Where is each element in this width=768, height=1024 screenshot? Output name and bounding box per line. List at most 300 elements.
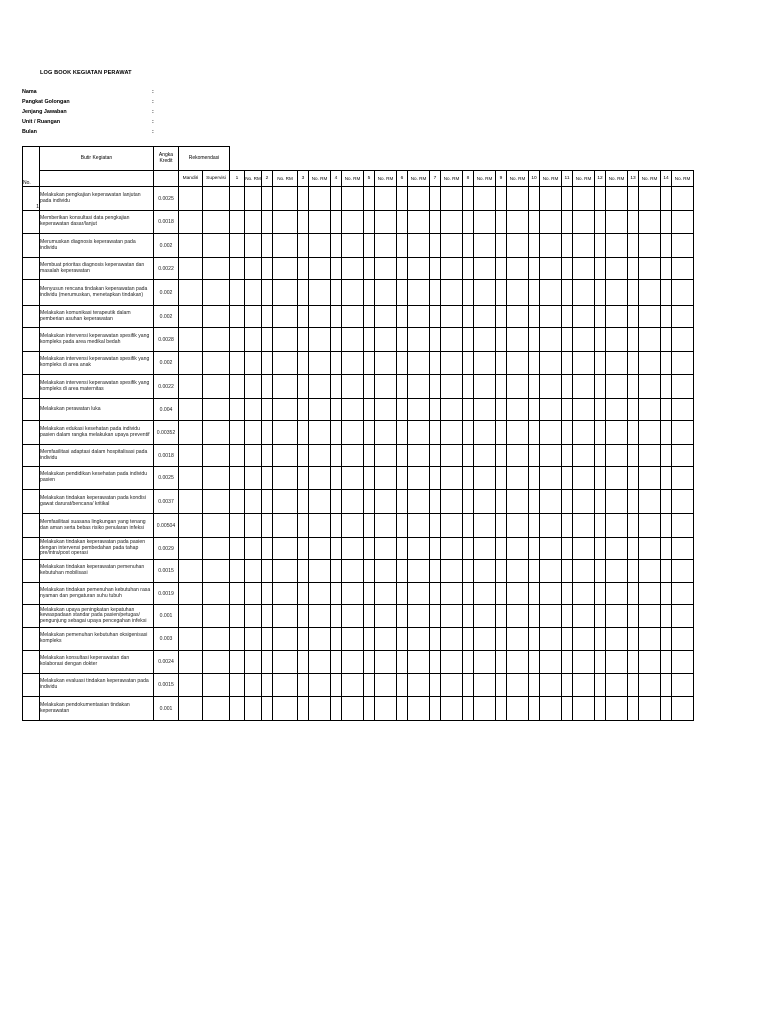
day-5-cell[interactable]	[364, 538, 375, 560]
day-12-cell[interactable]	[595, 697, 606, 721]
record-1-cell[interactable]	[245, 421, 262, 445]
day-3-cell[interactable]	[298, 560, 309, 583]
day-11-cell[interactable]	[562, 258, 573, 280]
record-9-cell[interactable]	[507, 421, 529, 445]
mandiri-cell[interactable]	[179, 445, 203, 467]
day-6-cell[interactable]	[397, 605, 408, 628]
mandiri-cell[interactable]	[179, 258, 203, 280]
day-4-cell[interactable]	[331, 280, 342, 306]
record-11-cell[interactable]	[573, 583, 595, 605]
record-12-cell[interactable]	[606, 651, 628, 674]
record-14-cell[interactable]	[672, 234, 694, 258]
record-11-cell[interactable]	[573, 560, 595, 583]
record-11-cell[interactable]	[573, 280, 595, 306]
day-9-cell[interactable]	[496, 306, 507, 328]
day-9-cell[interactable]	[496, 514, 507, 538]
day-14-cell[interactable]	[661, 306, 672, 328]
record-2-cell[interactable]	[273, 187, 298, 211]
day-5-cell[interactable]	[364, 211, 375, 234]
day-4-cell[interactable]	[331, 538, 342, 560]
record-14-cell[interactable]	[672, 375, 694, 399]
record-6-cell[interactable]	[408, 674, 430, 697]
day-9-cell[interactable]	[496, 211, 507, 234]
day-10-cell[interactable]	[529, 280, 540, 306]
record-4-cell[interactable]	[342, 234, 364, 258]
day-12-cell[interactable]	[595, 399, 606, 421]
record-6-cell[interactable]	[408, 328, 430, 352]
day-6-cell[interactable]	[397, 328, 408, 352]
day-2-cell[interactable]	[262, 583, 273, 605]
record-14-cell[interactable]	[672, 583, 694, 605]
record-11-cell[interactable]	[573, 445, 595, 467]
day-1-cell[interactable]	[230, 467, 245, 490]
supervisi-cell[interactable]	[203, 211, 230, 234]
mandiri-cell[interactable]	[179, 467, 203, 490]
day-5-cell[interactable]	[364, 490, 375, 514]
day-3-cell[interactable]	[298, 697, 309, 721]
day-6-cell[interactable]	[397, 697, 408, 721]
record-6-cell[interactable]	[408, 697, 430, 721]
day-4-cell[interactable]	[331, 445, 342, 467]
day-2-cell[interactable]	[262, 538, 273, 560]
record-3-cell[interactable]	[309, 445, 331, 467]
supervisi-cell[interactable]	[203, 538, 230, 560]
day-7-cell[interactable]	[430, 306, 441, 328]
record-11-cell[interactable]	[573, 605, 595, 628]
day-2-cell[interactable]	[262, 697, 273, 721]
day-12-cell[interactable]	[595, 490, 606, 514]
record-12-cell[interactable]	[606, 280, 628, 306]
mandiri-cell[interactable]	[179, 560, 203, 583]
record-4-cell[interactable]	[342, 421, 364, 445]
day-5-cell[interactable]	[364, 651, 375, 674]
record-3-cell[interactable]	[309, 514, 331, 538]
day-14-cell[interactable]	[661, 421, 672, 445]
record-1-cell[interactable]	[245, 674, 262, 697]
record-12-cell[interactable]	[606, 583, 628, 605]
day-8-cell[interactable]	[463, 560, 474, 583]
record-10-cell[interactable]	[540, 490, 562, 514]
record-12-cell[interactable]	[606, 187, 628, 211]
supervisi-cell[interactable]	[203, 187, 230, 211]
supervisi-cell[interactable]	[203, 514, 230, 538]
record-6-cell[interactable]	[408, 306, 430, 328]
record-13-cell[interactable]	[639, 514, 661, 538]
record-13-cell[interactable]	[639, 490, 661, 514]
record-10-cell[interactable]	[540, 352, 562, 375]
day-14-cell[interactable]	[661, 258, 672, 280]
record-1-cell[interactable]	[245, 605, 262, 628]
record-13-cell[interactable]	[639, 538, 661, 560]
day-11-cell[interactable]	[562, 490, 573, 514]
record-2-cell[interactable]	[273, 234, 298, 258]
record-7-cell[interactable]	[441, 467, 463, 490]
day-2-cell[interactable]	[262, 445, 273, 467]
record-14-cell[interactable]	[672, 697, 694, 721]
record-5-cell[interactable]	[375, 674, 397, 697]
record-13-cell[interactable]	[639, 306, 661, 328]
day-10-cell[interactable]	[529, 490, 540, 514]
day-8-cell[interactable]	[463, 697, 474, 721]
record-6-cell[interactable]	[408, 421, 430, 445]
day-8-cell[interactable]	[463, 234, 474, 258]
day-5-cell[interactable]	[364, 352, 375, 375]
day-12-cell[interactable]	[595, 538, 606, 560]
day-5-cell[interactable]	[364, 605, 375, 628]
record-14-cell[interactable]	[672, 651, 694, 674]
supervisi-cell[interactable]	[203, 445, 230, 467]
record-11-cell[interactable]	[573, 490, 595, 514]
day-14-cell[interactable]	[661, 583, 672, 605]
day-7-cell[interactable]	[430, 187, 441, 211]
record-9-cell[interactable]	[507, 399, 529, 421]
record-6-cell[interactable]	[408, 211, 430, 234]
record-4-cell[interactable]	[342, 375, 364, 399]
record-1-cell[interactable]	[245, 328, 262, 352]
day-7-cell[interactable]	[430, 234, 441, 258]
day-10-cell[interactable]	[529, 234, 540, 258]
record-3-cell[interactable]	[309, 234, 331, 258]
day-13-cell[interactable]	[628, 187, 639, 211]
day-5-cell[interactable]	[364, 328, 375, 352]
record-5-cell[interactable]	[375, 399, 397, 421]
record-11-cell[interactable]	[573, 538, 595, 560]
day-13-cell[interactable]	[628, 399, 639, 421]
day-12-cell[interactable]	[595, 211, 606, 234]
day-12-cell[interactable]	[595, 234, 606, 258]
mandiri-cell[interactable]	[179, 234, 203, 258]
day-3-cell[interactable]	[298, 583, 309, 605]
record-5-cell[interactable]	[375, 651, 397, 674]
day-6-cell[interactable]	[397, 628, 408, 651]
day-14-cell[interactable]	[661, 375, 672, 399]
day-7-cell[interactable]	[430, 490, 441, 514]
record-12-cell[interactable]	[606, 234, 628, 258]
record-3-cell[interactable]	[309, 328, 331, 352]
day-11-cell[interactable]	[562, 234, 573, 258]
day-3-cell[interactable]	[298, 490, 309, 514]
record-7-cell[interactable]	[441, 211, 463, 234]
day-10-cell[interactable]	[529, 697, 540, 721]
record-7-cell[interactable]	[441, 306, 463, 328]
record-7-cell[interactable]	[441, 445, 463, 467]
record-6-cell[interactable]	[408, 280, 430, 306]
record-11-cell[interactable]	[573, 514, 595, 538]
mandiri-cell[interactable]	[179, 514, 203, 538]
day-1-cell[interactable]	[230, 560, 245, 583]
day-1-cell[interactable]	[230, 328, 245, 352]
record-13-cell[interactable]	[639, 375, 661, 399]
day-12-cell[interactable]	[595, 583, 606, 605]
day-3-cell[interactable]	[298, 514, 309, 538]
record-10-cell[interactable]	[540, 514, 562, 538]
day-6-cell[interactable]	[397, 375, 408, 399]
day-3-cell[interactable]	[298, 421, 309, 445]
supervisi-cell[interactable]	[203, 651, 230, 674]
supervisi-cell[interactable]	[203, 399, 230, 421]
day-1-cell[interactable]	[230, 697, 245, 721]
record-12-cell[interactable]	[606, 399, 628, 421]
record-8-cell[interactable]	[474, 375, 496, 399]
day-10-cell[interactable]	[529, 651, 540, 674]
day-9-cell[interactable]	[496, 234, 507, 258]
record-13-cell[interactable]	[639, 258, 661, 280]
record-10-cell[interactable]	[540, 328, 562, 352]
record-11-cell[interactable]	[573, 674, 595, 697]
day-4-cell[interactable]	[331, 674, 342, 697]
day-12-cell[interactable]	[595, 187, 606, 211]
day-11-cell[interactable]	[562, 375, 573, 399]
day-6-cell[interactable]	[397, 560, 408, 583]
record-6-cell[interactable]	[408, 490, 430, 514]
record-7-cell[interactable]	[441, 421, 463, 445]
day-3-cell[interactable]	[298, 187, 309, 211]
record-11-cell[interactable]	[573, 651, 595, 674]
record-1-cell[interactable]	[245, 187, 262, 211]
record-8-cell[interactable]	[474, 651, 496, 674]
day-11-cell[interactable]	[562, 328, 573, 352]
record-6-cell[interactable]	[408, 445, 430, 467]
record-14-cell[interactable]	[672, 467, 694, 490]
record-12-cell[interactable]	[606, 421, 628, 445]
day-12-cell[interactable]	[595, 375, 606, 399]
supervisi-cell[interactable]	[203, 306, 230, 328]
day-14-cell[interactable]	[661, 490, 672, 514]
record-3-cell[interactable]	[309, 605, 331, 628]
day-2-cell[interactable]	[262, 421, 273, 445]
record-5-cell[interactable]	[375, 375, 397, 399]
mandiri-cell[interactable]	[179, 375, 203, 399]
record-12-cell[interactable]	[606, 514, 628, 538]
day-10-cell[interactable]	[529, 258, 540, 280]
day-13-cell[interactable]	[628, 211, 639, 234]
day-4-cell[interactable]	[331, 399, 342, 421]
record-1-cell[interactable]	[245, 280, 262, 306]
day-5-cell[interactable]	[364, 628, 375, 651]
record-9-cell[interactable]	[507, 490, 529, 514]
mandiri-cell[interactable]	[179, 583, 203, 605]
record-4-cell[interactable]	[342, 211, 364, 234]
record-4-cell[interactable]	[342, 467, 364, 490]
record-5-cell[interactable]	[375, 187, 397, 211]
record-10-cell[interactable]	[540, 445, 562, 467]
record-14-cell[interactable]	[672, 674, 694, 697]
day-8-cell[interactable]	[463, 280, 474, 306]
record-4-cell[interactable]	[342, 605, 364, 628]
day-9-cell[interactable]	[496, 328, 507, 352]
record-2-cell[interactable]	[273, 306, 298, 328]
record-3-cell[interactable]	[309, 211, 331, 234]
supervisi-cell[interactable]	[203, 560, 230, 583]
mandiri-cell[interactable]	[179, 328, 203, 352]
record-10-cell[interactable]	[540, 605, 562, 628]
day-8-cell[interactable]	[463, 651, 474, 674]
day-7-cell[interactable]	[430, 258, 441, 280]
day-1-cell[interactable]	[230, 258, 245, 280]
day-5-cell[interactable]	[364, 421, 375, 445]
record-8-cell[interactable]	[474, 306, 496, 328]
day-3-cell[interactable]	[298, 328, 309, 352]
day-11-cell[interactable]	[562, 187, 573, 211]
record-6-cell[interactable]	[408, 605, 430, 628]
day-12-cell[interactable]	[595, 467, 606, 490]
day-7-cell[interactable]	[430, 697, 441, 721]
day-11-cell[interactable]	[562, 467, 573, 490]
day-10-cell[interactable]	[529, 306, 540, 328]
day-5-cell[interactable]	[364, 514, 375, 538]
day-6-cell[interactable]	[397, 306, 408, 328]
record-1-cell[interactable]	[245, 467, 262, 490]
day-7-cell[interactable]	[430, 628, 441, 651]
day-4-cell[interactable]	[331, 306, 342, 328]
mandiri-cell[interactable]	[179, 306, 203, 328]
record-13-cell[interactable]	[639, 421, 661, 445]
day-3-cell[interactable]	[298, 352, 309, 375]
record-5-cell[interactable]	[375, 234, 397, 258]
supervisi-cell[interactable]	[203, 583, 230, 605]
day-14-cell[interactable]	[661, 538, 672, 560]
day-1-cell[interactable]	[230, 538, 245, 560]
record-13-cell[interactable]	[639, 583, 661, 605]
record-9-cell[interactable]	[507, 514, 529, 538]
day-10-cell[interactable]	[529, 399, 540, 421]
day-11-cell[interactable]	[562, 421, 573, 445]
day-2-cell[interactable]	[262, 352, 273, 375]
record-7-cell[interactable]	[441, 352, 463, 375]
supervisi-cell[interactable]	[203, 467, 230, 490]
day-1-cell[interactable]	[230, 421, 245, 445]
record-12-cell[interactable]	[606, 306, 628, 328]
record-10-cell[interactable]	[540, 211, 562, 234]
day-14-cell[interactable]	[661, 399, 672, 421]
day-7-cell[interactable]	[430, 605, 441, 628]
record-3-cell[interactable]	[309, 399, 331, 421]
record-8-cell[interactable]	[474, 328, 496, 352]
record-9-cell[interactable]	[507, 605, 529, 628]
record-8-cell[interactable]	[474, 605, 496, 628]
day-4-cell[interactable]	[331, 651, 342, 674]
day-13-cell[interactable]	[628, 674, 639, 697]
day-11-cell[interactable]	[562, 651, 573, 674]
record-3-cell[interactable]	[309, 697, 331, 721]
day-5-cell[interactable]	[364, 258, 375, 280]
record-8-cell[interactable]	[474, 560, 496, 583]
record-14-cell[interactable]	[672, 445, 694, 467]
day-1-cell[interactable]	[230, 234, 245, 258]
day-12-cell[interactable]	[595, 560, 606, 583]
day-7-cell[interactable]	[430, 352, 441, 375]
mandiri-cell[interactable]	[179, 352, 203, 375]
day-4-cell[interactable]	[331, 234, 342, 258]
day-1-cell[interactable]	[230, 605, 245, 628]
day-8-cell[interactable]	[463, 538, 474, 560]
record-10-cell[interactable]	[540, 560, 562, 583]
day-8-cell[interactable]	[463, 211, 474, 234]
supervisi-cell[interactable]	[203, 490, 230, 514]
day-10-cell[interactable]	[529, 514, 540, 538]
day-4-cell[interactable]	[331, 697, 342, 721]
record-3-cell[interactable]	[309, 306, 331, 328]
record-1-cell[interactable]	[245, 697, 262, 721]
day-14-cell[interactable]	[661, 352, 672, 375]
day-3-cell[interactable]	[298, 306, 309, 328]
record-9-cell[interactable]	[507, 538, 529, 560]
mandiri-cell[interactable]	[179, 605, 203, 628]
record-8-cell[interactable]	[474, 514, 496, 538]
day-6-cell[interactable]	[397, 514, 408, 538]
record-2-cell[interactable]	[273, 211, 298, 234]
day-4-cell[interactable]	[331, 352, 342, 375]
day-12-cell[interactable]	[595, 421, 606, 445]
record-4-cell[interactable]	[342, 697, 364, 721]
day-4-cell[interactable]	[331, 605, 342, 628]
day-11-cell[interactable]	[562, 538, 573, 560]
record-3-cell[interactable]	[309, 352, 331, 375]
record-7-cell[interactable]	[441, 651, 463, 674]
record-2-cell[interactable]	[273, 490, 298, 514]
day-1-cell[interactable]	[230, 306, 245, 328]
record-6-cell[interactable]	[408, 375, 430, 399]
record-6-cell[interactable]	[408, 187, 430, 211]
record-2-cell[interactable]	[273, 605, 298, 628]
record-14-cell[interactable]	[672, 258, 694, 280]
record-13-cell[interactable]	[639, 605, 661, 628]
record-10-cell[interactable]	[540, 628, 562, 651]
day-11-cell[interactable]	[562, 605, 573, 628]
record-8-cell[interactable]	[474, 234, 496, 258]
record-2-cell[interactable]	[273, 674, 298, 697]
record-1-cell[interactable]	[245, 628, 262, 651]
day-11-cell[interactable]	[562, 583, 573, 605]
record-13-cell[interactable]	[639, 628, 661, 651]
day-14-cell[interactable]	[661, 187, 672, 211]
record-1-cell[interactable]	[245, 234, 262, 258]
day-5-cell[interactable]	[364, 445, 375, 467]
day-1-cell[interactable]	[230, 490, 245, 514]
mandiri-cell[interactable]	[179, 490, 203, 514]
day-4-cell[interactable]	[331, 328, 342, 352]
day-1-cell[interactable]	[230, 514, 245, 538]
day-1-cell[interactable]	[230, 352, 245, 375]
record-6-cell[interactable]	[408, 538, 430, 560]
day-8-cell[interactable]	[463, 628, 474, 651]
day-10-cell[interactable]	[529, 328, 540, 352]
record-11-cell[interactable]	[573, 328, 595, 352]
record-1-cell[interactable]	[245, 211, 262, 234]
day-9-cell[interactable]	[496, 651, 507, 674]
record-4-cell[interactable]	[342, 674, 364, 697]
mandiri-cell[interactable]	[179, 628, 203, 651]
record-14-cell[interactable]	[672, 605, 694, 628]
day-3-cell[interactable]	[298, 258, 309, 280]
day-11-cell[interactable]	[562, 697, 573, 721]
record-3-cell[interactable]	[309, 258, 331, 280]
mandiri-cell[interactable]	[179, 651, 203, 674]
day-2-cell[interactable]	[262, 490, 273, 514]
day-12-cell[interactable]	[595, 306, 606, 328]
record-14-cell[interactable]	[672, 280, 694, 306]
day-3-cell[interactable]	[298, 234, 309, 258]
record-14-cell[interactable]	[672, 399, 694, 421]
mandiri-cell[interactable]	[179, 674, 203, 697]
record-3-cell[interactable]	[309, 467, 331, 490]
record-3-cell[interactable]	[309, 490, 331, 514]
day-8-cell[interactable]	[463, 399, 474, 421]
record-8-cell[interactable]	[474, 421, 496, 445]
record-14-cell[interactable]	[672, 628, 694, 651]
record-1-cell[interactable]	[245, 583, 262, 605]
day-12-cell[interactable]	[595, 674, 606, 697]
